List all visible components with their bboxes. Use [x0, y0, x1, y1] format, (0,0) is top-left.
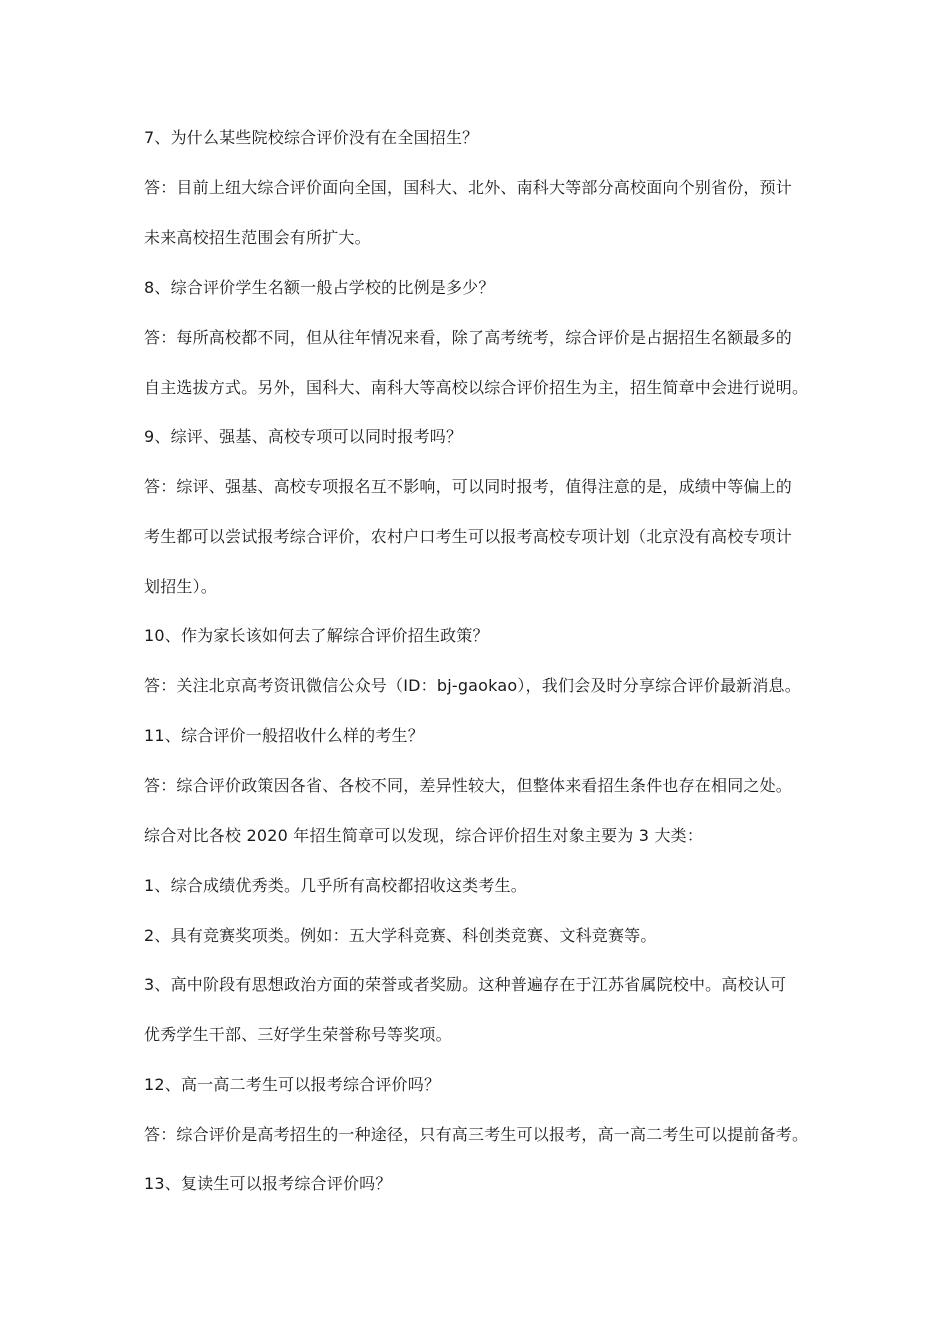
list-item-3-line-1: 3、高中阶段有思想政治方面的荣誉或者奖励。这种普遍存在于江苏省属院校中。高校认可	[144, 975, 787, 994]
question-7: 7、为什么某些院校综合评价没有在全国招生？	[144, 128, 479, 147]
answer-11-line-1: 答：综合评价政策因各省、各校不同，差异性较大，但整体来看招生条件也存在相同之处。	[144, 776, 793, 795]
answer-9-line-1: 答：综评、强基、高校专项报名互不影响，可以同时报考，值得注意的是，成绩中等偏上的	[144, 477, 793, 496]
answer-8-line-1: 答：每所高校都不同，但从往年情况来看，除了高考统考，综合评价是占据招生名额最多的	[144, 328, 793, 347]
question-8: 8、综合评价学生名额一般占学校的比例是多少？	[144, 278, 495, 297]
answer-7-line-2: 未来高校招生范围会有所扩大。	[144, 228, 371, 247]
answer-11-line-2: 综合对比各校 2020 年招生简章可以发现，综合评价招生对象主要为 3 大类：	[144, 826, 704, 845]
question-11: 11、综合评价一般招收什么样的考生？	[144, 726, 424, 745]
answer-9-line-3: 划招生）。	[144, 577, 218, 596]
list-item-3-line-2: 优秀学生干部、三好学生荣誉称号等奖项。	[144, 1025, 452, 1044]
question-12: 12、高一高二考生可以报考综合评价吗？	[144, 1075, 441, 1094]
answer-7-line-1: 答：目前上纽大综合评价面向全国，国科大、北外、南科大等部分高校面向个别省份，预计	[144, 178, 793, 197]
list-item-2: 2、具有竞赛奖项类。例如：五大学科竞赛、科创类竞赛、文科竞赛等。	[144, 926, 657, 945]
answer-10-line-1: 答：关注北京高考资讯微信公众号（ID：bj-gaokao），我们会及时分享综合评价最新消息。	[144, 676, 801, 695]
answer-8-line-2: 自主选拔方式。另外，国科大、南科大等高校以综合评价招生为主，招生简章中会进行说明。	[144, 378, 809, 397]
list-item-1: 1、综合成绩优秀类。几乎所有高校都招收这类考生。	[144, 876, 527, 895]
answer-9-line-2: 考生都可以尝试报考综合评价，农村户口考生可以报考高校专项计划（北京没有高校专项计	[144, 527, 793, 546]
question-10: 10、作为家长该如何去了解综合评价招生政策？	[144, 626, 489, 645]
answer-12-line-1: 答：综合评价是高考招生的一种途径，只有高三考生可以报考，高一高二考生可以提前备考。	[144, 1125, 809, 1144]
question-9: 9、综评、强基、高校专项可以同时报考吗？	[144, 427, 463, 446]
question-13: 13、复读生可以报考综合评价吗？	[144, 1174, 392, 1193]
